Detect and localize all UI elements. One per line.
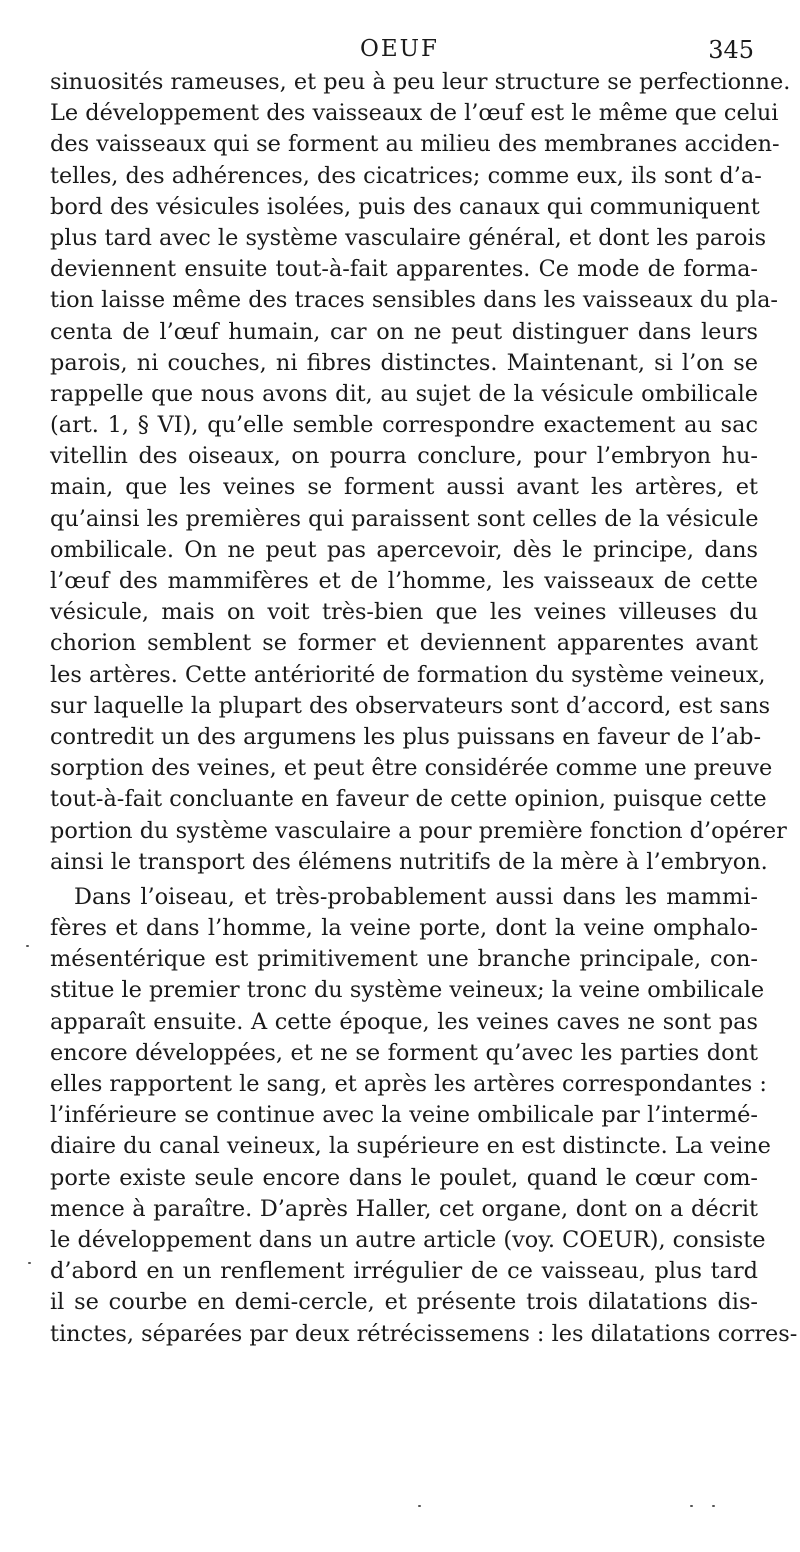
text-line: portion du système vasculaire a pour première fonction d’opérer <box>50 817 787 844</box>
text-line: d’abord en un renflement irrégulier de ce vaisseau, plus tard <box>50 1258 758 1285</box>
text-line: plus tard avec le système vasculaire général, et dont les parois <box>50 224 767 251</box>
ink-speck <box>418 1505 421 1507</box>
text-line: parois, ni couches, ni fibres distinctes. Maintenant, si l’on se <box>50 349 758 376</box>
text-line: mésentérique est primitivement une branche principale, con- <box>50 946 758 973</box>
text-line: tinctes, séparées par deux rétrécissemens : les dilatations corres- <box>50 1320 798 1347</box>
text-line: centa de l’œuf humain, car on ne peut distinguer dans leurs <box>50 318 758 345</box>
text-line: vitellin des oiseaux, on pourra conclure, pour l’embryon hu- <box>50 443 758 470</box>
text-line: diaire du canal veineux, la supérieure en est distincte. La veine <box>50 1133 771 1160</box>
text-line: main, que les veines se forment aussi avant les artères, et <box>50 474 758 501</box>
text-line: rappelle que nous avons dit, au sujet de la vésicule ombilicale <box>50 380 758 407</box>
text-line: stitue le premier tronc du système veineux; la veine ombilicale <box>50 977 765 1004</box>
text-line: encore développées, et ne se forment qu’avec les parties dont <box>50 1039 758 1066</box>
text-line: ainsi le transport des élémens nutritifs de la mère à l’embryon. <box>50 848 768 875</box>
ink-speck <box>28 1262 31 1264</box>
running-head <box>0 30 800 70</box>
text-line: Dans l’oiseau, et très-probablement aussi dans les mammi- <box>74 883 758 910</box>
text-line: tion laisse même des traces sensibles dans les vaisseaux du pla- <box>50 287 779 314</box>
ink-speck <box>26 945 29 947</box>
text-line: fères et dans l’homme, la veine porte, dont la veine omphalo- <box>50 915 758 942</box>
text-line: tout-à-fait concluante en faveur de cette opinion, puisque cette <box>50 786 767 813</box>
paragraph-2 <box>50 882 798 1350</box>
text-line: bord des vésicules isolées, puis des canaux qui communiquent <box>50 193 760 220</box>
text-line: vésicule, mais on voit très-bien que les veines villeuses du <box>50 599 758 626</box>
body-text <box>50 67 798 1350</box>
text-line: des vaisseaux qui se forment au milieu des membranes acciden- <box>50 131 780 158</box>
text-line: sur laquelle la plupart des observateurs sont d’accord, est sans <box>50 692 771 719</box>
text-line: contredit un des argumens les plus puissans en faveur de l’ab- <box>50 723 762 750</box>
text-line: les artères. Cette antériorité de formation du système veineux, <box>50 661 766 688</box>
text-line: elles rapportent le sang, et après les artères correspondantes : <box>50 1071 767 1097</box>
text-line: sorption des veines, et peut être considérée comme une preuve <box>50 755 773 782</box>
text-line: telles, des adhérences, des cicatrices; comme eux, ils sont d’a- <box>50 162 762 189</box>
page-number: 345 <box>708 36 754 64</box>
running-title: OEUF <box>360 36 439 62</box>
text-line: le développement dans un autre article (voy. COEUR), consiste <box>50 1226 766 1253</box>
text-line: qu’ainsi les premières qui paraissent sont celles de la vésicule <box>50 505 759 532</box>
text-line: il se courbe en demi-cercle, et présente trois dilatations dis- <box>50 1289 758 1316</box>
text-line: porte existe seule encore dans le poulet, quand le cœur com- <box>50 1164 758 1191</box>
text-line: mence à paraître. D’après Haller, cet organe, dont on a décrit <box>50 1195 758 1222</box>
text-line: ombilicale. On ne peut pas apercevoir, dès le principe, dans <box>50 536 758 563</box>
text-line: apparaît ensuite. A cette époque, les veines caves ne sont pas <box>50 1008 758 1035</box>
text-line: sinuosités rameuses, et peu à peu leur structure se perfectionne. <box>50 69 791 95</box>
text-line: chorion semblent se former et deviennent apparentes avant <box>50 630 758 657</box>
paragraph-1 <box>50 67 791 878</box>
text-line: Le développement des vaisseaux de l’œuf est le même que celui <box>50 100 779 127</box>
ink-speck <box>712 1505 715 1507</box>
text-line: l’inférieure se continue avec la veine ombilicale par l’intermé- <box>50 1102 758 1129</box>
text-line: l’œuf des mammifères et de l’homme, les vaisseaux de cette <box>50 568 758 594</box>
text-line: (art. 1, § VI), qu’elle semble correspondre exactement au sac <box>50 412 758 439</box>
text-line: deviennent ensuite tout-à-fait apparentes. Ce mode de forma- <box>50 256 758 283</box>
ink-speck <box>690 1505 693 1507</box>
